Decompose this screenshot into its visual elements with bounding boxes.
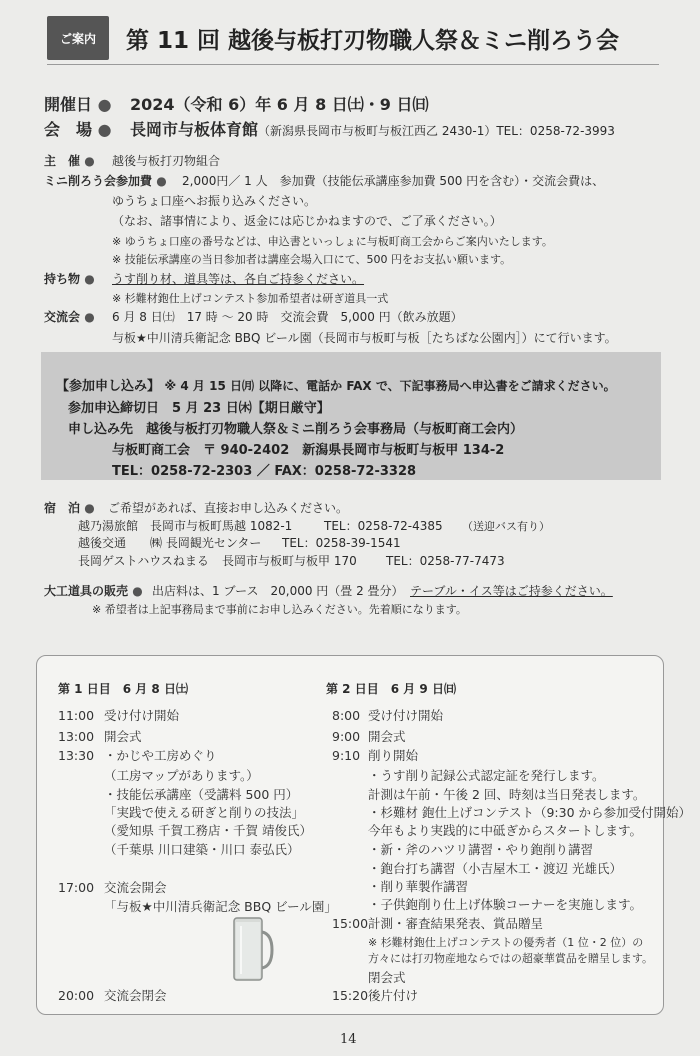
lodging-2-address: ㈱ 長岡観光センター <box>150 536 262 550</box>
venue-label: 会 場 ● <box>44 120 112 139</box>
items-label: 持ち物 ● <box>44 272 95 286</box>
day2-row <box>332 746 418 764</box>
date-label: 開催日 ● <box>44 95 112 114</box>
day1-row <box>58 706 179 724</box>
day2-text: ※ 杉難材鉋仕上げコンテストの優秀者（1 位・2 位）の <box>368 936 644 949</box>
day2-row <box>332 766 605 784</box>
day2-text: ・うす削り記録公式認定証を発行します。 <box>368 768 605 783</box>
day2-time: 9:10 <box>332 748 361 763</box>
day2-text: 開会式 <box>368 729 406 744</box>
day2-text: ・杉難材 鉋仕上げコンテスト（9:30 から参加受付開始） <box>368 805 692 820</box>
day1-title: 第 1 日目 6 月 8 日㈯ <box>58 682 188 696</box>
fee-line-4: ※ 技能伝承講座の当日参加者は講座会場入口にて、500 円をお支払い願います。 <box>112 253 512 266</box>
day2-title: 第 2 日目 6 月 9 日㈰ <box>326 682 456 696</box>
day2-row <box>332 706 443 724</box>
day1-text: ・技能伝承講座（受講料 500 円） <box>104 787 299 802</box>
day1-text: 開会式 <box>104 729 142 744</box>
fee-label: ミニ削ろう会参加費 ● <box>44 174 167 188</box>
lodging-1-address: 長岡市与板町馬越 1082-1 <box>150 519 293 533</box>
day2-text: ・子供鉋削り仕上げ体験コーナーを実施します。 <box>368 897 643 912</box>
day2-row <box>332 877 468 895</box>
lodging-3-name: 長岡ゲストハウスねまる <box>78 554 209 568</box>
party-label: 交流会 ● <box>44 310 95 324</box>
host: 越後与板打刃物組合 <box>112 154 221 168</box>
day1-text: 「実践で使える研ぎと削りの技法」 <box>104 805 305 820</box>
day1-text: （愛知県 千賀工務店・千賀 靖俊氏） <box>104 823 312 838</box>
party-place: 与板★中川清兵衛記念 BBQ ビール園（長岡市与板町与板［たちばな公園内］）にて行います。 <box>112 331 617 345</box>
day1-text: （工房マップがあります。） <box>104 768 259 783</box>
items: うす削り材、道具等は、各自ご持参ください。 <box>112 272 365 286</box>
lodging-intro: ご希望があれば、直接お申し込みください。 <box>108 501 349 515</box>
day2-row <box>332 821 642 839</box>
day2-time: 15:20 <box>332 988 369 1003</box>
lodging-2-name: 越後交通 <box>78 536 127 550</box>
day2-time: 8:00 <box>332 708 361 723</box>
day1-text: 交流会閉会 <box>104 988 167 1003</box>
title-divider <box>47 64 659 65</box>
day1-row <box>58 766 259 784</box>
application-to: 申し込み先 越後与板打刃物職人祭＆ミニ削ろう会事務局（与板町商工会内） <box>68 422 524 437</box>
day2-row <box>332 934 643 950</box>
items-note: ※ 杉難材鉋仕上げコンテスト参加希望者は研ぎ道具一式 <box>112 292 389 305</box>
day1-row <box>58 986 167 1004</box>
lodging-1-tel: TEL：0258-72-4385 <box>324 519 443 533</box>
application-heading: 【参加申し込み】 ※ 4 月 15 日㈪ 以降に、電話か FAX で、下記事務局へ申込書をご請求ください。 <box>56 379 616 394</box>
host-label: 主 催 ● <box>44 154 95 168</box>
application-deadline: 参加申込締切日 5 月 23 日㈭【期日厳守】 <box>68 401 330 416</box>
lodging-2-tel: TEL：0258-39-1541 <box>282 536 401 550</box>
lodging-1-name: 越乃湯旅館 <box>78 519 139 533</box>
tools-sale-note: ※ 希望者は上記事務局まで事前にお申し込みください。先着順になります。 <box>92 603 467 616</box>
fee: 2,000円／ 1 人 参加費（技能伝承講座参加費 500 円を含む）・交流会費は、 <box>182 174 605 188</box>
day1-time: 11:00 <box>58 708 95 723</box>
day2-row <box>332 986 418 1004</box>
fee-line-3: ※ ゆうちょ口座の番号などは、申込書といっしょに与板町商工会からご案内いたします。 <box>112 235 553 248</box>
application-tel: TEL：0258-72-2303 ／ FAX：0258-72-3328 <box>112 464 417 479</box>
day1-row <box>58 878 167 896</box>
day1-time: 20:00 <box>58 988 95 1003</box>
day2-text: 後片付け <box>368 988 419 1003</box>
day1-text: 「与板★中川清兵衛記念 BBQ ビール園」 <box>104 899 337 914</box>
lodging-label: 宿 泊 ● <box>44 501 95 515</box>
day2-text: 閉会式 <box>368 970 406 985</box>
venue: 長岡市与板体育館（新潟県長岡市与板町与板江西乙 2430-1）TEL：0258-72-3993 <box>130 120 615 139</box>
day1-row <box>58 746 217 764</box>
tools-sale-text: 出店料は、1 ブース 20,000 円（畳 2 畳分） <box>152 584 404 598</box>
day1-text: （千葉県 川口建築・川口 泰弘氏） <box>104 842 300 857</box>
day2-text: 計測は午前・午後 2 回、時刻は当日発表します。 <box>368 787 646 802</box>
lodging-1-note: （送迎バス有り） <box>462 520 550 533</box>
day1-row <box>58 821 312 839</box>
tools-sale-label: 大工道具の販売 ● <box>44 584 143 598</box>
day2-text: ・鉋台打ち講習（小吉屋木工・渡辺 光雄氏） <box>368 861 622 876</box>
lodging-3-tel: TEL：0258-77-7473 <box>386 554 505 568</box>
day2-row <box>332 803 691 821</box>
day2-text: ・新・斧のハツリ講習・やり鉋削り講習 <box>368 842 594 857</box>
day1-time: 13:30 <box>58 748 95 763</box>
day1-row <box>58 785 298 803</box>
day1-row <box>58 840 299 858</box>
day2-text: 計測・審査結果発表、賞品贈呈 <box>368 916 544 931</box>
page-number: 14 <box>340 1032 357 1047</box>
day1-row <box>58 897 337 915</box>
day1-time: 13:00 <box>58 729 95 744</box>
tools-sale-text2: テーブル・イス等はご持参ください。 <box>410 584 613 598</box>
event-date: 2024（令和 6）年 6 月 8 日㈯・9 日㈰ <box>130 95 429 114</box>
day2-row <box>332 895 642 913</box>
day2-text: ・削り華製作講習 <box>368 879 469 894</box>
day2-row <box>332 727 406 745</box>
day2-row <box>332 785 645 803</box>
lodging-3-address: 長岡市与板町与板甲 170 <box>222 554 357 568</box>
announcement-badge: ご案内 <box>47 16 109 60</box>
day2-text: 受け付け開始 <box>368 708 444 723</box>
day2-time: 15:00 <box>332 916 369 931</box>
day2-row <box>332 914 543 932</box>
application-org: 与板町商工会 〒 940-2402 新潟県長岡市与板町与板甲 134-2 <box>112 443 505 458</box>
beer-glass-image <box>228 912 274 984</box>
day2-row <box>332 968 406 986</box>
day1-time: 17:00 <box>58 880 95 895</box>
day2-time: 9:00 <box>332 729 361 744</box>
day2-text: 今年もより実践的に中砥ぎからスタートします。 <box>368 823 643 838</box>
day2-row <box>332 840 593 858</box>
fee-line-2: （なお、諸事情により、返金には応じかねますので、ご了承ください。） <box>112 214 502 228</box>
page-title: 第 11 回 越後与板打刃物職人祭＆ミニ削ろう会 <box>126 28 620 54</box>
day1-row <box>58 803 304 821</box>
fee-line-1: ゆうちょ口座へお振り込みください。 <box>112 194 317 208</box>
day1-text: 交流会開会 <box>104 880 167 895</box>
day2-row <box>332 859 622 877</box>
day2-text: 削り開始 <box>368 748 419 763</box>
party-time: 6 月 8 日㈯ 17 時 〜 20 時 交流会費 5,000 円（飲み放題） <box>112 310 463 324</box>
day2-text: 方々には打刃物産地ならではの超豪華賞品を贈呈します。 <box>368 952 654 965</box>
day1-text: 受け付け開始 <box>104 708 180 723</box>
day2-row <box>332 950 653 966</box>
day1-text: ・かじや工房めぐり <box>104 748 217 763</box>
day1-row <box>58 727 142 745</box>
